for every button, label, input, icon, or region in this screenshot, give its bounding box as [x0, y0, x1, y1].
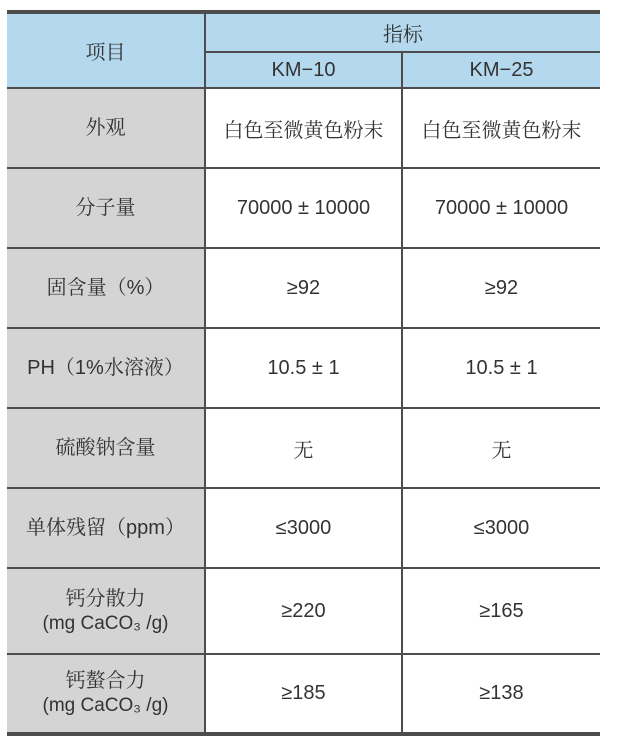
header-cell-km25: KM−25	[402, 52, 600, 88]
header-cell-km10: KM−10	[205, 52, 402, 88]
header-cell-indicator: 指标	[205, 12, 600, 52]
table-row-sodium-sulfate	[7, 408, 600, 488]
row-label-text: PH（1%水溶液）	[27, 357, 184, 379]
value-cell-km10: ≥220	[205, 568, 402, 654]
row-label-text: 钙螯合力	[65, 670, 146, 693]
value-cell-km25: ≥138	[402, 654, 600, 734]
value-cell-km25: 白色至微黄色粉末	[402, 88, 600, 168]
value-cell-km10: ≥92	[205, 248, 402, 328]
value-cell-km25: 无	[402, 408, 600, 488]
table-row-calcium-dispersion	[7, 568, 600, 654]
value-cell-km10: 白色至微黄色粉末	[205, 88, 402, 168]
table-row-solid-content	[7, 248, 600, 328]
row-label-cell	[7, 568, 205, 654]
value-cell-km10: ≥185	[205, 654, 402, 734]
header-cell-item: 项目	[7, 12, 205, 88]
value-cell-km10: 10.5 ± 1	[205, 328, 402, 408]
row-label-cell	[7, 654, 205, 734]
row-label-cell	[7, 328, 205, 408]
row-label-text: 钙分散力	[65, 587, 146, 610]
row-label-unit: (mg CaCO₃ /g)	[42, 612, 169, 634]
row-label-text: 分子量	[75, 197, 136, 219]
row-label-text: 外观	[85, 117, 126, 139]
header-row-indicator	[7, 12, 600, 52]
value-cell-km25: 70000 ± 10000	[402, 168, 600, 248]
value-cell-km10: 70000 ± 10000	[205, 168, 402, 248]
value-cell-km25: 10.5 ± 1	[402, 328, 600, 408]
row-label-cell	[7, 168, 205, 248]
value-cell-km10: 无	[205, 408, 402, 488]
value-cell-km25: ≥92	[402, 248, 600, 328]
table-row-molecular-weight	[7, 168, 600, 248]
table-row-ph	[7, 328, 600, 408]
table-row-appearance	[7, 88, 600, 168]
row-label-text: 单体残留（ppm）	[26, 517, 185, 539]
row-label-cell	[7, 88, 205, 168]
value-cell-km25: ≤3000	[402, 488, 600, 568]
row-label-cell	[7, 408, 205, 488]
table-row-calcium-chelation	[7, 654, 600, 734]
row-label-cell	[7, 248, 205, 328]
row-label-unit: (mg CaCO₃ /g)	[42, 695, 169, 717]
row-label-text: 硫酸钠含量	[55, 437, 156, 459]
table-row-monomer-residue	[7, 488, 600, 568]
row-label-cell	[7, 488, 205, 568]
product-spec-table	[7, 10, 600, 736]
value-cell-km25: ≥165	[402, 568, 600, 654]
row-label-text: 固含量（%）	[46, 277, 165, 299]
value-cell-km10: ≤3000	[205, 488, 402, 568]
